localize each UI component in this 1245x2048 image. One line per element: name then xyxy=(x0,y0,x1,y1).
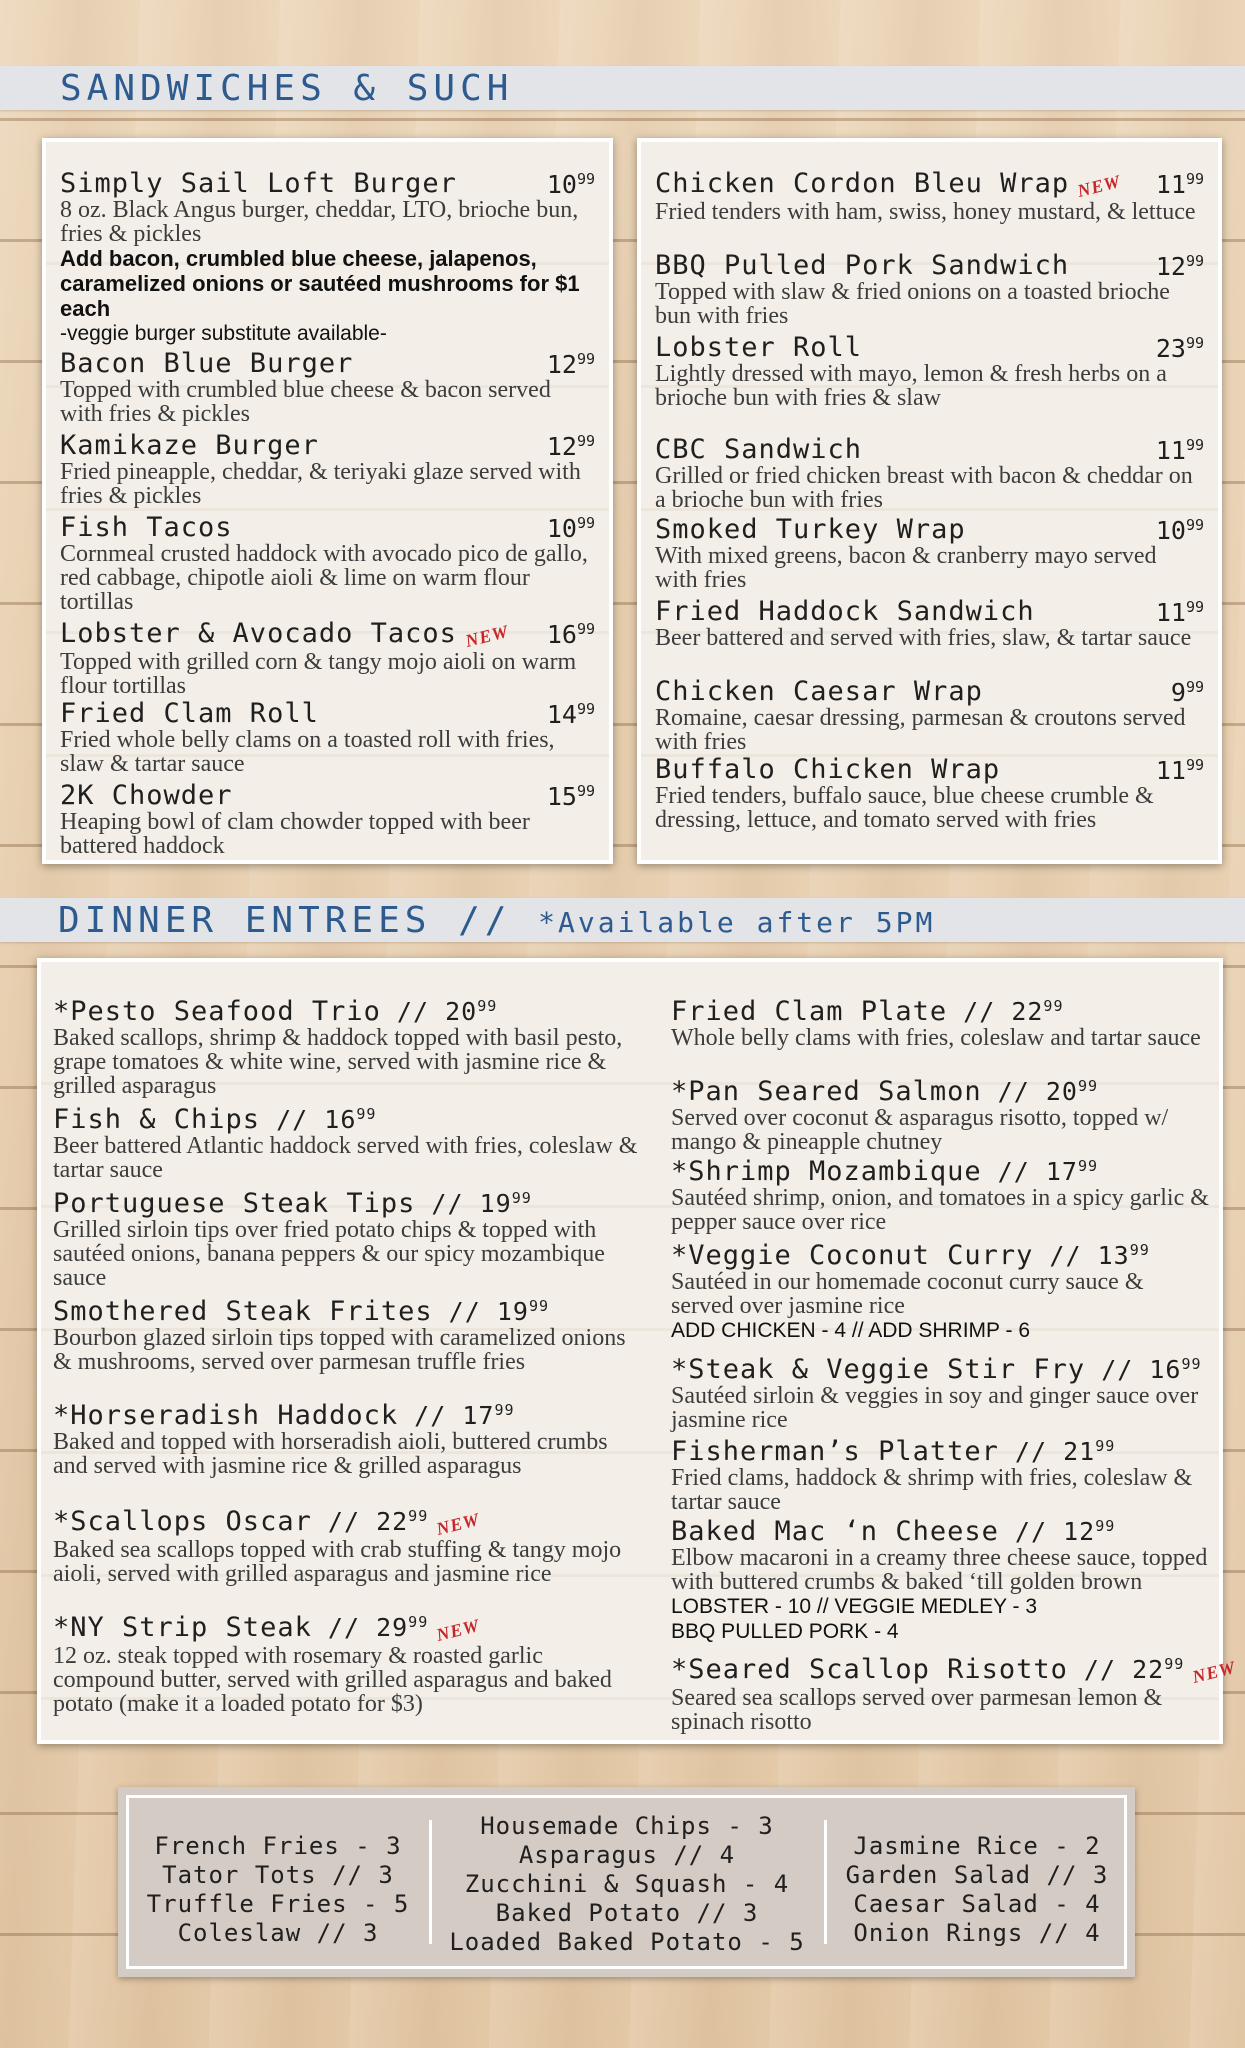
price-separator: // xyxy=(947,997,1012,1026)
item-price xyxy=(1156,252,1204,281)
item-price xyxy=(1098,1241,1150,1270)
item-price xyxy=(547,782,595,811)
price-separator: // xyxy=(398,1401,463,1430)
item-name-text: *NY Strip Steak xyxy=(53,1612,312,1643)
item-name-text: Fried Clam Plate xyxy=(671,996,948,1027)
item-description: 12 oz. steak topped with rosemary & roasted garlic compound butter, served with grilled asparagus and baked potato (make it a loaded potato for $3) xyxy=(53,1643,612,1717)
item-name xyxy=(655,516,1204,544)
item-price xyxy=(1156,516,1204,545)
menu-item xyxy=(53,1292,643,1374)
menu-item xyxy=(655,678,1204,754)
item-name-text: Baked Mac ‘n Cheese xyxy=(671,1516,999,1547)
item-price xyxy=(1063,1517,1115,1546)
side-item: French Fries - 3 xyxy=(154,1832,402,1860)
item-name xyxy=(60,782,595,810)
price-dollars: 10 xyxy=(546,170,577,199)
price-dollars: 11 xyxy=(1155,436,1186,465)
item-name xyxy=(671,1152,1211,1186)
menu-item xyxy=(53,1184,643,1290)
item-description: Beer battered and served with fries, slaw, & tartar sauce xyxy=(655,625,1192,651)
price-cents: 99 xyxy=(528,1297,550,1315)
menu-item xyxy=(655,436,1204,512)
new-badge: NEW xyxy=(1190,1656,1239,1688)
item-name xyxy=(53,1184,643,1218)
price-dollars: 12 xyxy=(546,350,577,379)
new-badge: NEW xyxy=(1075,170,1123,202)
item-description: Beer battered Atlantic haddock served with fries, coleslaw & tartar sauce xyxy=(53,1133,638,1183)
menu-item xyxy=(655,252,1204,328)
item-price xyxy=(376,1507,428,1536)
price-cents: 99 xyxy=(408,1613,429,1631)
item-name xyxy=(655,436,1204,464)
item-description: Grilled or fried chicken breast with bacon & cheddar on a brioche bun with fries xyxy=(655,463,1193,513)
price-separator: // xyxy=(1067,1655,1133,1684)
menu-item xyxy=(671,1512,1211,1644)
item-price xyxy=(1156,436,1204,465)
item-description: Baked sea scallops topped with crab stuffing & tangy mojo aioli, served with grilled asparagus and jasmine rice xyxy=(53,1537,622,1587)
item-name-text: CBC Sandwich xyxy=(655,434,863,465)
item-description: Romaine, caesar dressing, parmesan & croutons served with fries xyxy=(655,705,1186,755)
item-name-text: Chicken Caesar Wrap xyxy=(655,676,983,707)
side-item: Truffle Fries - 5 xyxy=(146,1890,410,1918)
price-separator: // xyxy=(311,1507,377,1536)
side-item: Caesar Salad - 4 xyxy=(853,1890,1101,1918)
side-item: Zucchini & Squash - 4 xyxy=(464,1870,790,1898)
sides-column-1 xyxy=(129,1832,427,1966)
dinner-title xyxy=(58,900,935,941)
item-price xyxy=(547,432,595,461)
item-name-text: Simply Sail Loft Burger xyxy=(60,168,457,199)
item-addons: ADD CHICKEN - 4 // ADD SHRIMP - 6 xyxy=(671,1319,1031,1342)
item-name-text: *Pan Seared Salmon xyxy=(671,1076,982,1107)
price-dollars: 22 xyxy=(1132,1655,1165,1684)
item-description: Fried whole belly clams on a toasted roll with fries, slaw & tartar sauce xyxy=(60,727,555,777)
price-cents: 99 xyxy=(576,620,595,638)
item-name xyxy=(671,992,1211,1026)
item-name-text: Smothered Steak Frites xyxy=(53,1296,433,1327)
item-name-text: Buffalo Chicken Wrap xyxy=(655,754,1001,785)
item-price xyxy=(376,1613,428,1642)
menu-item xyxy=(60,514,595,614)
price-dollars: 29 xyxy=(376,1613,409,1642)
item-price xyxy=(1171,678,1204,707)
price-separator: // xyxy=(1085,1355,1150,1384)
item-name xyxy=(53,1608,643,1644)
item-addons: Add bacon, crumbled blue cheese, jalapenos, caramelized onions or sautéed mushrooms for $1 each xyxy=(60,246,580,321)
price-dollars: 22 xyxy=(1011,997,1044,1026)
menu-item xyxy=(655,756,1204,832)
item-description: 8 oz. Black Angus burger, cheddar, LTO, brioche bun, fries & pickles xyxy=(60,197,579,247)
price-separator: // xyxy=(415,1189,480,1218)
item-description: Sautéed sirloin & veggies in soy and ginger sauce over jasmine rice xyxy=(671,1383,1199,1433)
item-price xyxy=(1149,1355,1201,1384)
item-name xyxy=(655,678,1204,706)
item-price xyxy=(497,1297,549,1326)
price-dollars: 20 xyxy=(445,997,478,1026)
side-item: Asparagus // 4 xyxy=(518,1841,736,1869)
price-dollars: 23 xyxy=(1155,334,1186,363)
price-cents: 99 xyxy=(1185,252,1204,270)
item-description: Fried clams, haddock & shrimp with fries, coleslaw & tartar sauce xyxy=(671,1465,1193,1515)
price-dollars: 16 xyxy=(324,1105,357,1134)
price-cents: 99 xyxy=(576,170,595,188)
item-price xyxy=(324,1105,376,1134)
price-dollars: 12 xyxy=(1063,1517,1096,1546)
price-dollars: 20 xyxy=(1045,1077,1078,1106)
price-dollars: 11 xyxy=(1155,170,1186,199)
item-addons: LOBSTER - 10 // VEGGIE MEDLEY - 3 xyxy=(671,1595,1038,1618)
price-cents: 99 xyxy=(1043,997,1064,1015)
item-name-text: Fish & Chips xyxy=(53,1104,261,1135)
item-description: Baked and topped with horseradish aioli, buttered crumbs and served with jasmine rice & grilled asparagus xyxy=(53,1429,608,1479)
sides-frame xyxy=(126,1795,1127,1969)
price-cents: 99 xyxy=(511,1189,532,1207)
price-cents: 99 xyxy=(1095,1437,1116,1455)
item-name xyxy=(60,700,595,728)
new-badge: NEW xyxy=(463,620,511,652)
side-item: Onion Rings // 4 xyxy=(853,1919,1101,1947)
price-dollars: 22 xyxy=(376,1507,409,1536)
item-name-text: Bacon Blue Burger xyxy=(60,348,354,379)
price-dollars: 17 xyxy=(462,1401,495,1430)
item-description: Baked scallops, shrimp & haddock topped with basil pesto, grape tomatoes & white wine, served with jasmine rice & grilled asparagus xyxy=(53,1025,623,1099)
item-name-text: Kamikaze Burger xyxy=(60,430,319,461)
price-cents: 99 xyxy=(1077,1077,1098,1095)
item-price xyxy=(1156,756,1204,785)
price-dollars: 13 xyxy=(1097,1241,1130,1270)
menu-item xyxy=(671,1432,1211,1514)
menu-item xyxy=(53,1100,643,1182)
price-dollars: 16 xyxy=(546,620,577,649)
item-description: Elbow macaroni in a creamy three cheese sauce, topped with buttered crumbs & baked ‘till golden brown xyxy=(671,1545,1208,1595)
item-name xyxy=(60,432,595,460)
item-name-text: Chicken Cordon Bleu Wrap xyxy=(655,168,1070,199)
menu-item xyxy=(53,1608,643,1716)
price-cents: 99 xyxy=(576,700,595,718)
item-price xyxy=(1046,1077,1098,1106)
side-item: Housemade Chips - 3 xyxy=(480,1812,774,1840)
item-price xyxy=(1046,1157,1098,1186)
item-name xyxy=(60,620,595,650)
menu-item xyxy=(53,1502,643,1586)
item-price xyxy=(1156,598,1204,627)
item-description: Lightly dressed with mayo, lemon & fresh herbs on a brioche bun with fries & slaw xyxy=(655,361,1167,411)
item-name-text: Portuguese Steak Tips xyxy=(53,1188,416,1219)
price-separator: // xyxy=(981,1077,1046,1106)
item-description: Cornmeal crusted haddock with avocado pico de gallo, red cabbage, chipotle aioli & lime on warm flour tortillas xyxy=(60,541,588,615)
item-name xyxy=(53,1502,643,1538)
price-dollars: 9 xyxy=(1170,678,1186,707)
item-price xyxy=(462,1401,514,1430)
price-cents: 99 xyxy=(576,350,595,368)
item-name-text: *Veggie Coconut Curry xyxy=(671,1240,1034,1271)
item-name xyxy=(53,992,643,1026)
price-cents: 99 xyxy=(1185,516,1204,534)
menu-item xyxy=(655,170,1204,224)
item-name xyxy=(655,598,1204,626)
price-dollars: 10 xyxy=(1155,516,1186,545)
item-addons: BBQ PULLED PORK - 4 xyxy=(671,1620,899,1643)
menu-item xyxy=(60,350,595,426)
item-name xyxy=(655,334,1204,362)
item-name xyxy=(671,1432,1211,1466)
item-name-text: Lobster & Avocado Tacos xyxy=(60,618,457,649)
item-name xyxy=(671,1512,1211,1546)
menu-item xyxy=(655,334,1204,410)
item-price xyxy=(547,350,595,379)
price-cents: 99 xyxy=(494,1401,515,1419)
item-description: Topped with slaw & fried onions on a toasted brioche bun with fries xyxy=(655,279,1170,329)
menu-item xyxy=(60,432,595,508)
price-cents: 99 xyxy=(1185,170,1204,188)
price-dollars: 17 xyxy=(1045,1157,1078,1186)
price-cents: 99 xyxy=(1129,1241,1150,1259)
dinner-subtitle: *Available after 5PM xyxy=(538,906,936,939)
item-price xyxy=(547,170,595,199)
price-separator: // xyxy=(432,1297,497,1326)
price-cents: 99 xyxy=(477,997,498,1015)
item-name-text: *Pesto Seafood Trio xyxy=(53,996,381,1027)
price-dollars: 19 xyxy=(479,1189,512,1218)
item-name-text: *Scallops Oscar xyxy=(53,1506,312,1537)
item-price xyxy=(547,700,595,729)
item-description: Seared sea scallops served over parmesan lemon & spinach risotto xyxy=(671,1685,1163,1735)
price-dollars: 14 xyxy=(546,700,577,729)
item-description: Heaping bowl of clam chowder topped with beer battered haddock xyxy=(60,809,530,859)
item-price xyxy=(445,997,497,1026)
item-name xyxy=(60,514,595,542)
item-price xyxy=(547,514,595,543)
item-name xyxy=(671,1350,1211,1384)
item-name-text: Fried Clam Roll xyxy=(60,698,319,729)
item-description: Whole belly clams with fries, coleslaw and tartar sauce xyxy=(671,1025,1201,1051)
menu-item xyxy=(60,782,595,858)
price-separator: // xyxy=(998,1517,1064,1546)
menu-item xyxy=(671,992,1211,1050)
item-name-text: 2K Chowder xyxy=(60,780,233,811)
item-description: With mixed greens, bacon & cranberry mayo served with fries xyxy=(655,543,1157,593)
price-cents: 99 xyxy=(356,1105,377,1123)
item-name xyxy=(53,1396,643,1430)
price-cents: 99 xyxy=(1185,334,1204,352)
item-description: Topped with grilled corn & tangy mojo aioli on warm flour tortillas xyxy=(60,649,577,699)
item-price xyxy=(1132,1655,1184,1684)
sandwiches-right-panel xyxy=(637,138,1222,864)
item-price xyxy=(1156,334,1204,363)
price-dollars: 12 xyxy=(1155,252,1186,281)
price-dollars: 12 xyxy=(546,432,577,461)
price-cents: 99 xyxy=(1077,1157,1098,1175)
price-separator: // xyxy=(998,1437,1064,1466)
price-separator: // xyxy=(260,1105,325,1134)
item-name-text: *Horseradish Haddock xyxy=(53,1400,399,1431)
item-description: Sautéed shrimp, onion, and tomatoes in a spicy garlic & pepper sauce over rice xyxy=(671,1185,1209,1235)
sandwiches-left-panel xyxy=(42,138,613,864)
price-dollars: 21 xyxy=(1063,1437,1096,1466)
price-cents: 99 xyxy=(1164,1655,1185,1673)
item-price xyxy=(1011,997,1063,1026)
menu-item xyxy=(671,1072,1211,1154)
item-name xyxy=(60,170,595,198)
menu-item xyxy=(655,598,1204,650)
item-description: Fried tenders with ham, swiss, honey mustard, & lettuce xyxy=(655,199,1196,225)
item-name xyxy=(671,1650,1239,1688)
price-cents: 99 xyxy=(1185,678,1204,696)
item-description: Grilled sirloin tips over fried potato chips & topped with sautéed onions, banana peppers & our spicy mozambique sauce xyxy=(53,1217,605,1291)
item-name xyxy=(655,170,1204,200)
side-item: Baked Potato // 3 xyxy=(495,1899,759,1927)
menu-item xyxy=(671,1236,1211,1343)
item-price xyxy=(480,1189,532,1218)
item-name-text: Fish Tacos xyxy=(60,512,233,543)
side-item: Tator Tots // 3 xyxy=(162,1861,394,1889)
item-price xyxy=(1156,170,1204,199)
sides-box xyxy=(118,1787,1135,1977)
item-name-text: Smoked Turkey Wrap xyxy=(655,514,966,545)
price-dollars: 11 xyxy=(1155,756,1186,785)
item-name xyxy=(671,1072,1211,1106)
item-name-text: *Steak & Veggie Stir Fry xyxy=(671,1354,1086,1385)
item-name-text: Lobster Roll xyxy=(655,332,863,363)
sandwiches-title: SANDWICHES & SUCH xyxy=(60,68,514,109)
price-cents: 99 xyxy=(1185,436,1204,454)
price-cents: 99 xyxy=(1095,1517,1116,1535)
side-item: Jasmine Rice - 2 xyxy=(853,1832,1101,1860)
item-note: -veggie burger substitute available- xyxy=(60,322,387,345)
dinner-panel xyxy=(37,958,1239,1744)
item-name-text: *Seared Scallop Risotto xyxy=(671,1654,1068,1685)
item-name xyxy=(53,1100,643,1134)
menu-item xyxy=(60,620,595,698)
price-dollars: 16 xyxy=(1149,1355,1182,1384)
menu-item xyxy=(53,992,643,1098)
item-name-text: Fried Haddock Sandwich xyxy=(655,596,1035,627)
item-description: Fried tenders, buffalo sauce, blue cheese crumble & dressing, lettuce, and tomato served with fries xyxy=(655,783,1154,833)
item-name-text: BBQ Pulled Pork Sandwich xyxy=(655,250,1070,281)
new-badge: NEW xyxy=(434,1614,483,1646)
sides-column-3 xyxy=(827,1832,1127,1966)
menu-item xyxy=(60,170,595,346)
new-badge: NEW xyxy=(434,1508,483,1540)
price-cents: 99 xyxy=(408,1507,429,1525)
menu-item xyxy=(60,700,595,776)
item-name xyxy=(655,252,1204,280)
price-cents: 99 xyxy=(576,782,595,800)
dinner-title-text: DINNER ENTREES // xyxy=(58,900,512,941)
price-dollars: 15 xyxy=(546,782,577,811)
item-price xyxy=(1063,1437,1115,1466)
price-dollars: 19 xyxy=(496,1297,529,1326)
menu-item xyxy=(53,1396,643,1478)
item-description: Sautéed in our homemade coconut curry sauce & served over jasmine rice xyxy=(671,1269,1144,1319)
price-cents: 99 xyxy=(576,432,595,450)
price-dollars: 11 xyxy=(1155,598,1186,627)
menu-item xyxy=(671,1650,1239,1735)
item-description: Served over coconut & asparagus risotto, topped w/ mango & pineapple chutney xyxy=(671,1105,1169,1155)
item-price xyxy=(547,620,595,649)
item-name-text: *Shrimp Mozambique xyxy=(671,1156,982,1187)
item-description: Topped with crumbled blue cheese & bacon served with fries & pickles xyxy=(60,377,551,427)
item-name xyxy=(671,1236,1211,1270)
item-name xyxy=(53,1292,643,1326)
item-description: Bourbon glazed sirloin tips topped with caramelized onions & mushrooms, served over parmesan truffle fries xyxy=(53,1325,626,1375)
price-cents: 99 xyxy=(1181,1355,1202,1373)
price-separator: // xyxy=(380,997,446,1026)
menu-item xyxy=(671,1152,1211,1234)
menu-item xyxy=(655,516,1204,592)
price-separator: // xyxy=(311,1613,377,1642)
sides-column-2 xyxy=(432,1812,822,1966)
item-name-text: Fisherman’s Platter xyxy=(671,1436,999,1467)
menu-item xyxy=(671,1350,1211,1432)
side-item: Loaded Baked Potato - 5 xyxy=(449,1928,805,1956)
item-name xyxy=(60,350,595,378)
item-name xyxy=(655,756,1204,784)
price-cents: 99 xyxy=(576,514,595,532)
price-cents: 99 xyxy=(1185,756,1204,774)
price-dollars: 10 xyxy=(546,514,577,543)
side-item: Coleslaw // 3 xyxy=(177,1919,379,1947)
price-separator: // xyxy=(981,1157,1046,1186)
price-separator: // xyxy=(1033,1241,1098,1270)
price-cents: 99 xyxy=(1185,598,1204,616)
item-description: Fried pineapple, cheddar, & teriyaki glaze served with fries & pickles xyxy=(60,459,581,509)
side-item: Garden Salad // 3 xyxy=(845,1861,1109,1889)
